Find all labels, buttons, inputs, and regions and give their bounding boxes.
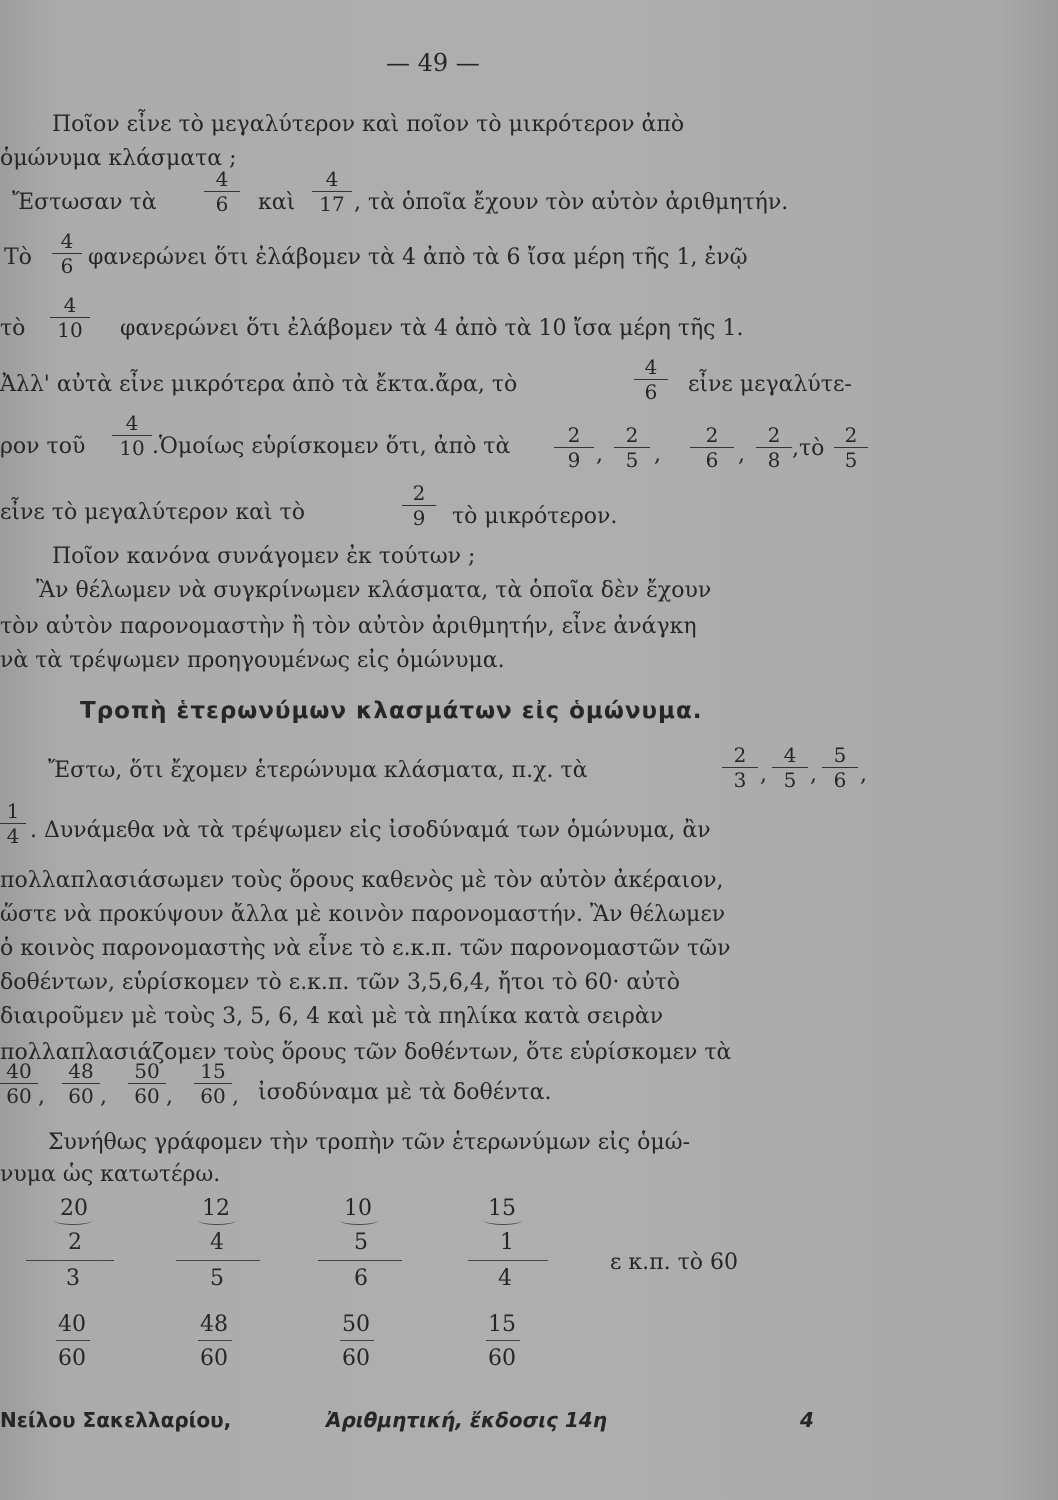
fraction: 48 60 [62, 1060, 100, 1107]
separator: , [38, 1084, 45, 1109]
fraction-line [318, 1260, 402, 1261]
text-line: διαιροῦμεν μὲ τοὺς 3, 5, 6, 4 καὶ μὲ τὰ πηλίκα κατὰ σειρὰν [0, 1004, 664, 1029]
original-denominator: 5 [210, 1266, 224, 1291]
separator: , [738, 442, 745, 467]
fraction: 2 5 [614, 424, 650, 471]
original-denominator: 6 [354, 1266, 368, 1291]
multiplier: 10 [344, 1196, 372, 1221]
fraction: 4 5 [772, 744, 808, 791]
text-line: φανερώνει ὅτι ἐλάβομεν τὰ 4 ἀπὸ τὰ 10 ἴσα μέρη τῆς 1. [120, 316, 744, 341]
text-line: πολλαπλασιάζομεν τοὺς ὅρους τῶν δοθέντων, ὅτε εὑρίσκομεν τὰ [0, 1040, 732, 1065]
text-line: .Ὁμοίως εὑρίσκομεν ὅτι, ἀπὸ τὰ [152, 434, 511, 459]
fraction: 4 6 [204, 168, 240, 215]
separator: , [760, 762, 767, 787]
fraction: 1 4 [0, 800, 26, 847]
section-heading: Τροπὴ ἑτερωνύμων κλασμάτων εἰς ὁμώνυμα. [80, 698, 703, 724]
multiplier-arc [340, 1216, 378, 1225]
multiplier: 12 [202, 1196, 230, 1221]
text-line: πολλαπλασιάσωμεν τοὺς ὅρους καθενὸς μὲ τὸν αὐτὸν ἀκέραιον, [0, 868, 724, 893]
text-line: ,τὸ [792, 436, 825, 461]
text-line: ρον τοῦ [0, 434, 86, 459]
fraction: 40 60 [0, 1060, 38, 1107]
text-line: εἶνε μεγαλύτε- [688, 372, 852, 397]
original-denominator: 3 [66, 1266, 80, 1291]
fraction: 2 5 [834, 424, 868, 471]
fraction-line [56, 1340, 90, 1341]
text-line: τὸν αὐτὸν παρονομαστὴν ἢ τὸν αὐτὸν ἀριθμητήν, εἶνε ἀνάγκη [0, 614, 697, 639]
fraction: 4 10 [50, 294, 90, 341]
text-line: ἰσοδύναμα μὲ τὰ δοθέντα. [258, 1080, 552, 1105]
text-line: εἶνε τὸ μεγαλύτερον καὶ τὸ [0, 500, 305, 525]
text-line: δοθέντων, εὑρίσκομεν τὸ ε.κ.π. τῶν 3,5,6,4, ἤτοι τὸ 60· αὐτὸ [0, 970, 681, 995]
fraction: 2 9 [402, 482, 436, 529]
text-line: , τὰ ὁποῖα ἔχουν τὸν αὐτὸν ἀριθμητήν. [354, 190, 789, 215]
fraction: 2 8 [756, 424, 792, 471]
separator: , [596, 442, 603, 467]
multiplier: 15 [488, 1196, 516, 1221]
result-denominator: 60 [342, 1346, 370, 1371]
text-line: Ποῖον εἶνε τὸ μεγαλύτερον καὶ ποῖον τὸ μικρότερον ἀπὸ [52, 112, 685, 137]
fraction-line [486, 1340, 520, 1341]
result-denominator: 60 [58, 1346, 86, 1371]
lcm-note: ε κ.π. τὸ 60 [610, 1250, 738, 1275]
text-line: ὁμώνυμα κλάσματα ; [0, 146, 237, 171]
result-numerator: 40 [58, 1312, 86, 1337]
text-line: καὶ [258, 190, 296, 215]
fraction: 4 10 [112, 412, 152, 459]
text-line: Ἂν θέλωμεν νὰ συγκρίνωμεν κλάσματα, τὰ ὁποῖα δὲν ἔχουν [36, 578, 712, 603]
multiplier-arc [484, 1216, 522, 1225]
fraction: 2 9 [554, 424, 594, 471]
text-line: Τὸ [4, 245, 32, 270]
original-numerator: 2 [68, 1230, 82, 1255]
text-line: φανερώνει ὅτι ἐλάβομεν τὰ 4 ἀπὸ τὰ 6 ἴσα μέρη τῆς 1, ἐνῷ [88, 245, 748, 270]
fraction: 4 6 [52, 230, 82, 277]
fraction: 2 6 [690, 424, 734, 471]
separator: , [166, 1084, 173, 1109]
result-denominator: 60 [488, 1346, 516, 1371]
fraction-line [26, 1260, 114, 1261]
footer-book [326, 1408, 607, 1432]
fraction: 4 6 [634, 356, 668, 403]
page-number: — 49 — [386, 49, 480, 77]
fraction-line [340, 1340, 374, 1341]
separator: , [654, 442, 661, 467]
original-numerator: 1 [500, 1230, 514, 1255]
fraction: 5 6 [822, 744, 858, 791]
text-line: . Δυνάμεθα νὰ τὰ τρέψωμεν εἰς ἰσοδύναμά των ὁμώνυμα, ἂν [30, 818, 711, 843]
fraction-line [176, 1260, 260, 1261]
result-denominator: 60 [200, 1346, 228, 1371]
text-line: Ποῖον κανόνα συνάγομεν ἐκ τούτων ; [52, 544, 476, 569]
text-line: Ἔστωσαν τὰ [12, 190, 157, 215]
fraction: 15 60 [194, 1060, 232, 1107]
text-line: τὸ [0, 316, 26, 341]
text-line: ὥστε νὰ προκύψουν ἄλλα μὲ κοινὸν παρονομαστήν. Ἂν θέλωμεν [0, 902, 726, 927]
fraction: 4 17 [312, 168, 352, 215]
multiplier-arc [198, 1216, 236, 1225]
footer-author: Νείλου Σακελλαρίου, [0, 1408, 232, 1432]
text-line: ὁ κοινὸς παρονομαστὴς νὰ εἶνε τὸ ε.κ.π. τῶν παρονομαστῶν τῶν [0, 936, 731, 961]
footer-book-title: Ἀριθμητική, ἔκδοσις 14η [326, 1408, 607, 1432]
separator: , [100, 1084, 107, 1109]
fraction-line [198, 1340, 232, 1341]
original-numerator: 5 [354, 1230, 368, 1255]
multiplier-arc [54, 1216, 92, 1225]
text-line: Ἀλλ' αὐτὰ εἶνε μικρότερα ἀπὸ τὰ ἔκτα.ἄρα, τὸ [0, 372, 518, 397]
multiplier: 20 [60, 1196, 88, 1221]
original-numerator: 4 [210, 1230, 224, 1255]
footer-signature: 4 [800, 1408, 814, 1432]
fraction: 2 3 [722, 744, 758, 791]
fraction: 50 60 [128, 1060, 166, 1107]
text-line: νὰ τὰ τρέψωμεν προηγουμένως εἰς ὁμώνυμα. [0, 648, 505, 673]
text-line: τὸ μικρότερον. [452, 504, 618, 529]
separator: , [232, 1084, 239, 1109]
fraction-line [468, 1260, 548, 1261]
text-line: Ἔστω, ὅτι ἔχομεν ἑτερώνυμα κλάσματα, π.χ. τὰ [48, 758, 588, 783]
separator: , [860, 762, 867, 787]
separator: , [810, 762, 817, 787]
text-line: Συνήθως γράφομεν τὴν τροπὴν τῶν ἑτερωνύμων εἰς ὁμώ- [48, 1130, 691, 1155]
result-numerator: 15 [488, 1312, 516, 1337]
result-numerator: 50 [342, 1312, 370, 1337]
text-line: νυμα ὡς κατωτέρω. [0, 1162, 221, 1187]
original-denominator: 4 [498, 1266, 512, 1291]
result-numerator: 48 [200, 1312, 228, 1337]
